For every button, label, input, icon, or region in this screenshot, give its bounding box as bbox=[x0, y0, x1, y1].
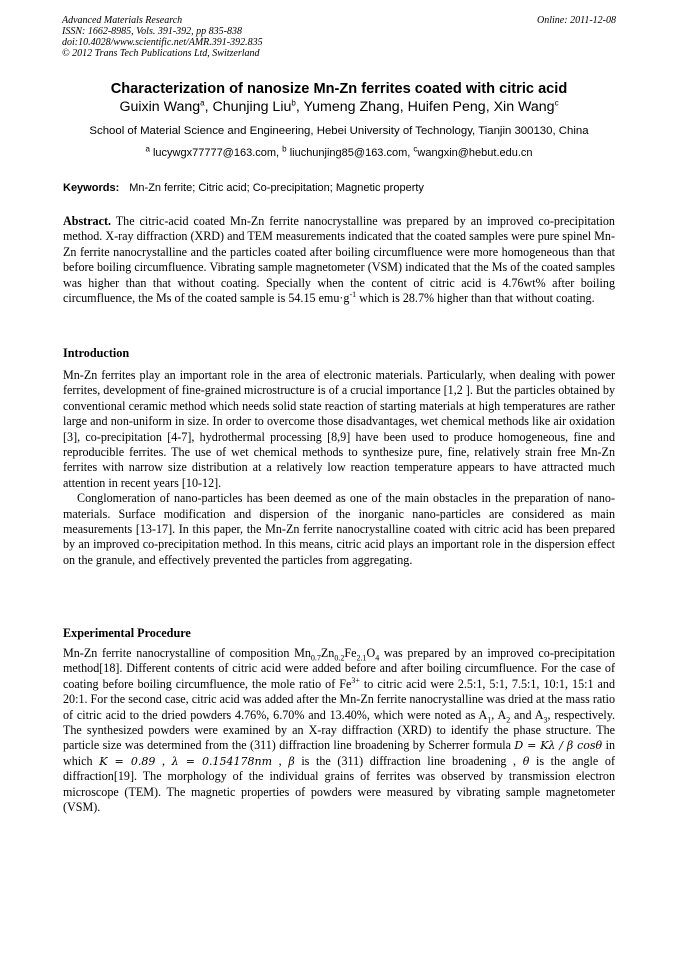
subscript: 0.2 bbox=[334, 653, 345, 663]
author-separator: , bbox=[399, 99, 408, 115]
keywords-text: Mn-Zn ferrite; Citric acid; Co-precipitation; Magnetic property bbox=[129, 182, 424, 194]
email-list bbox=[40, 146, 638, 161]
email-link[interactable]: wangxin@hebut.edu.cn bbox=[417, 147, 533, 159]
subscript: 4 bbox=[375, 653, 380, 663]
email-separator: , bbox=[276, 147, 283, 159]
journal-header bbox=[62, 15, 616, 59]
author-affil-mark: a bbox=[200, 98, 205, 108]
math-theta: θ bbox=[522, 754, 530, 768]
subscript: 3 bbox=[543, 715, 548, 725]
journal-issn: ISSN: 1662-8985, Vols. 391-392, pp 835-838 bbox=[62, 26, 242, 37]
subscript: 2 bbox=[506, 715, 511, 725]
abstract-text-end: which is 28.7% higher than that without coating. bbox=[356, 291, 595, 306]
author-name: Yumeng Zhang bbox=[303, 99, 400, 115]
text-run: is the (311) diffraction line broadening , bbox=[294, 753, 523, 768]
journal-doi: doi:10.4028/www.scientific.net/AMR.391-392.835 bbox=[62, 37, 263, 48]
text-run: , A bbox=[491, 707, 507, 722]
text-run: in which bbox=[63, 738, 616, 768]
math-k: K = 0.89 bbox=[99, 754, 156, 768]
experimental-heading: Experimental Procedure bbox=[63, 626, 191, 640]
paragraph bbox=[63, 646, 615, 815]
email-mark: a bbox=[145, 144, 150, 154]
text-run: Mn-Zn ferrite nanocrystalline of composition Mn bbox=[63, 646, 311, 660]
keywords-label: Keywords: bbox=[63, 182, 120, 194]
subscript: 2.1 bbox=[356, 653, 367, 663]
text-run: to citric acid were 2.5:1, 5:1, 7.5:1, 10:1, 15:1 and 20:1. For the second case, citric acid was added after the Mn-Zn ferrite nanocrystalline was dried at the mass ratio of citric acid to the dried powders 4.76%, 6.70% and 13.40%, which were noted as A bbox=[63, 676, 615, 722]
introduction-body bbox=[63, 368, 615, 568]
paragraph: Mn-Zn ferrites play an important role in the area of electronic materials. Particularly, when dealing with power ferrites, development of fine-grained microstructure is of a crucial importance [1,2 ]. But the particles obtained by conventional ceramic method which needs solid state reaction of starting materials at high temperatures are rather large and non-uniform in size. In order to overcome those disadvantages, wet chemical methods like air oxidation [3], co-precipitation [4-7], hydrothermal processing [8,9] have been used to produce homogeneous, fine and reproducible ferrites. The use of wet chemical methods to synthesize pure, fine, relatively strain free Mn-Zn ferrites with narrow size distribution at a relatively low reaction temperature appears to have attracted much attention in recent years [10-12]. bbox=[63, 368, 615, 490]
scherrer-formula: D = Kλ / β cosθ bbox=[514, 739, 603, 753]
online-date: Online: 2011-12-08 bbox=[537, 15, 616, 26]
email-link[interactable]: liuchunjing85@163.com bbox=[289, 147, 408, 159]
author-separator: , bbox=[204, 99, 213, 115]
text-run: Zn bbox=[320, 646, 335, 660]
text-run: and A bbox=[510, 707, 544, 722]
text-run: Fe bbox=[344, 646, 357, 660]
author-separator: , bbox=[295, 99, 304, 115]
keywords bbox=[63, 181, 615, 196]
abstract-label: Abstract. bbox=[63, 214, 112, 228]
author-affil-mark: c bbox=[554, 98, 559, 108]
author-name: Chunjing Liu bbox=[212, 99, 292, 115]
email-link[interactable]: lucywgx77777@163.com bbox=[152, 147, 277, 159]
text-run: , bbox=[272, 753, 289, 768]
text-run: , bbox=[155, 753, 172, 768]
author-name: Xin Wang bbox=[493, 99, 555, 115]
paper-title: Characterization of nanosize Mn-Zn ferrites coated with citric acid bbox=[110, 81, 568, 97]
math-beta: β bbox=[288, 754, 295, 768]
text-run: O bbox=[366, 646, 376, 660]
paragraph: Conglomeration of nano-particles has been deemed as one of the main obstacles in the preparation of nano-materials. Surface modification and dispersion of the inorganic nano-particles are considered as main measurements [13-17]. In this paper, the Mn-Zn ferrite nanocrystalline coated with citric acid has been prepared by an improved co-precipitation method. In this means, citric acid plays an important role in the dispersion effect on the granule, and effectively prevented the particles from aggregating. bbox=[63, 491, 615, 567]
journal-name: Advanced Materials Research bbox=[62, 15, 183, 26]
text-run: , respectively. The synthesized powders were examined by an X-ray diffraction (XRD) to identify the phase structure. The particle size was determined from the (311) diffraction line broadening by Scherrer formula bbox=[63, 707, 615, 753]
abstract bbox=[63, 214, 615, 306]
author-separator: , bbox=[485, 99, 494, 115]
abstract-exponent: -1 bbox=[349, 290, 357, 299]
introduction-heading: Introduction bbox=[63, 346, 130, 360]
subscript: 1 bbox=[487, 715, 492, 725]
experimental-body bbox=[63, 646, 615, 815]
author-affil-mark: b bbox=[291, 98, 296, 108]
author-list bbox=[40, 98, 638, 117]
email-mark: c bbox=[413, 144, 418, 154]
superscript: 3+ bbox=[351, 675, 360, 685]
author-name: Huifen Peng bbox=[407, 99, 486, 115]
email-separator: , bbox=[407, 147, 414, 159]
text-run: was prepared by an improved co-precipitation method[18]. Different contents of citric acid were added before and after boiling circumfluence. For the case of coating before boiling circumfluence, the mole ratio of Fe bbox=[63, 646, 615, 691]
author-name: Guixin Wang bbox=[119, 99, 201, 115]
text-run: is the angle of diffraction[19]. The morphology of the individual grains of ferrites was observed by transmission electron microscope (TEM). The magnetic properties of powders were measured by vibrating sample magnetometer (VSM). bbox=[63, 753, 615, 815]
journal-copyright: © 2012 Trans Tech Publications Ltd, Switzerland bbox=[62, 48, 260, 59]
math-lambda: λ = 0.154178nm bbox=[171, 754, 273, 768]
email-mark: b bbox=[282, 144, 287, 154]
affiliation: School of Material Science and Engineering, Hebei University of Technology, Tianjin 300130, China bbox=[89, 125, 589, 137]
abstract-text: The citric-acid coated Mn-Zn ferrite nanocrystalline was prepared by an improved co-precipitation method. X-ray diffraction (XRD) and TEM measurements indicated that the coated samples were pure spinel Mn-Zn ferrite nanocrystalline and the particles coated after boiling circumfluence were more homogeneous than that before boiling circumfluence. Vibrating sample magnetometer (VSM) indicated that the Ms of the coated samples was higher than that without coating. Specially when the content of citric acid is 4.76wt% after boiling circumfluence, the Ms of the coated sample is 54.15 emu·g bbox=[63, 214, 615, 306]
subscript: 0.7 bbox=[310, 653, 321, 663]
